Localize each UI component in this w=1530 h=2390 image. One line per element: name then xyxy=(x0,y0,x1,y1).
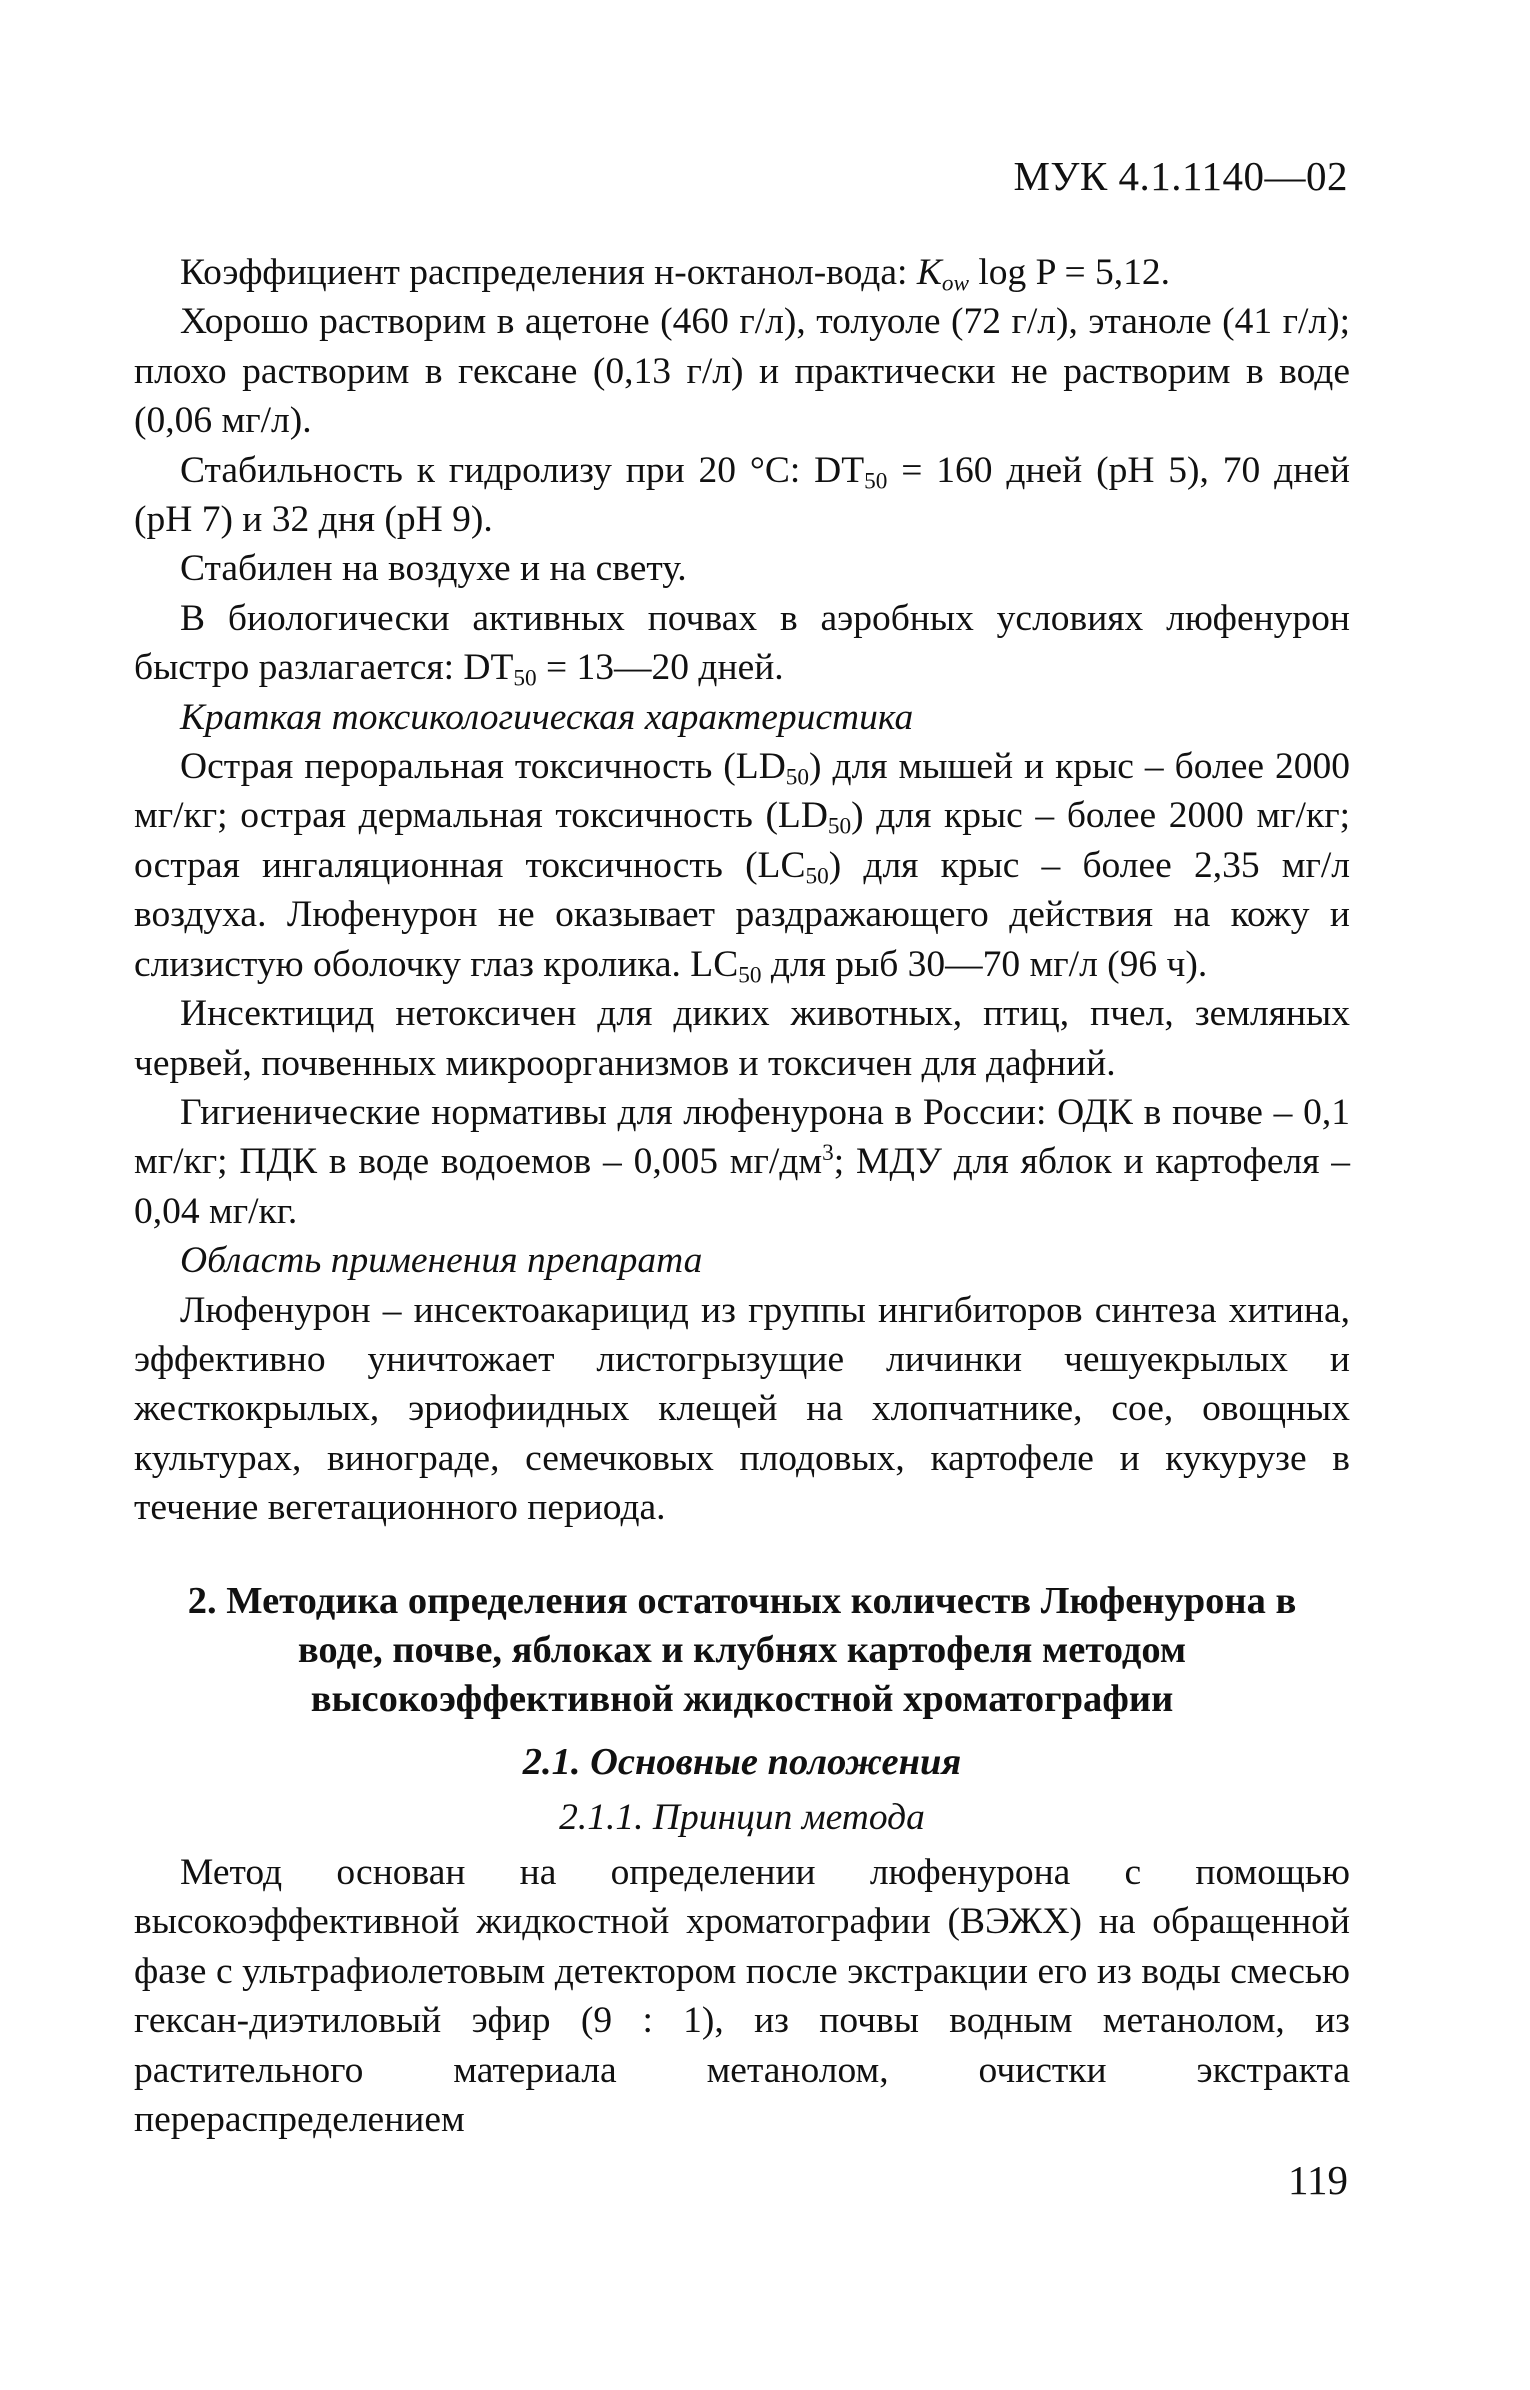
application-area-paragraph: Люфенурон – инсектоакарицид из группы ингибиторов синтеза хитина, эффективно уничтожает листогрызущие личинки чешуекрылых и жесткокрылых, эриофиидных клещей на хлопчатнике, сое, овощных культурах, винограде, семечковых плодовых, картофеле и кукурузе в течение вегетационного периода. xyxy=(134,1289,1350,1529)
application-area-subheading: Область применения препарата xyxy=(180,1240,703,1282)
page-body xyxy=(134,248,1350,2144)
subsubsection-heading: 2.1.1. Принцип метода xyxy=(559,1796,925,1838)
section-heading-line-2: воде, почве, яблоках и клубнях картофеля методом xyxy=(297,1628,1187,1671)
soil-degradation-paragraph: В биологически активных почвах в аэробных условиях люфенурон быстро разлагается: $DT_{50}$ = 13—20 дней. xyxy=(134,597,1350,692)
acute-toxicity-paragraph: Острая пероральная токсичность $(LD_{50})$ для мышей и крыс – более 2000 мг/кг; острая дермальная токсичность $(LD_{50})$ для крыс – более 2000 мг/кг; острая ингаляционная токсичность $(LC_{50})$ для крыс – более 2,35 мг/л воздуха. Люфенурон не оказывает раздражающего действия на кожу и слизистую оболочку глаз кролика. $LC_{50}$ для рыб 30—70 мг/л (96 ч). xyxy=(134,746,1351,989)
document-id-header: МУК 4.1.1140—02 xyxy=(1013,153,1348,199)
toxicology-subheading: Краткая токсикологическая характеристика xyxy=(180,696,914,738)
hydrolysis-stability-paragraph: Стабильность к гидролизу при 20 °С: $DT_{50} = 160$ дней (pH 5), 70 дней (pH 7) и 32 дня (pH 9). xyxy=(134,449,1350,541)
ecotoxicity-paragraph: Инсектицид нетоксичен для диких животных, птиц, пчел, земляных червей, почвенных микроорганизмов и токсичен для дафний. xyxy=(134,993,1350,1084)
partition-coefficient-paragraph: Коэффициент распределения н-октанол-вода: $K_{ow}$ log P = 5,12. xyxy=(180,252,1171,297)
subsection-heading: 2.1. Основные положения xyxy=(522,1740,962,1783)
solubility-paragraph: Хорошо растворим в ацетоне (460 г/л), толуоле (72 г/л), этаноле (41 г/л); плохо растворим в гексане (0,13 г/л) и практически не растворим в воде (0,06 мг/л). xyxy=(134,301,1350,442)
section-heading-line-1: 2. Методика определения остаточных количеств Люфенурона в xyxy=(187,1579,1297,1622)
method-principle-paragraph: Метод основан на определении люфенурона с помощью высокоэффективной жидкостной хроматографии (ВЭЖХ) на обращенной фазе с ультрафиолетовым детектором после экстракции его из воды смесью гексан-диэтиловый эфир (9 : 1), из почвы водным метанолом, из растительного материала метанолом, очистки экстракта перераспределением xyxy=(134,1851,1350,2140)
page-number: 119 xyxy=(1288,2157,1348,2203)
hygiene-standards-paragraph: Гигиенические нормативы для люфенурона в России: ОДК в почве – 0,1 мг/кг; ПДК в воде водоемов – 0,005 $мг/дм^3$; МДУ для яблок и картофеля – 0,04 мг/кг. xyxy=(134,1091,1350,1232)
section-spacer xyxy=(134,1533,1350,1577)
air-light-stability-paragraph: Стабилен на воздухе и на свету. xyxy=(180,548,687,590)
section-heading-line-3: высокоэффективной жидкостной хроматографии xyxy=(310,1677,1174,1720)
subsection-spacer xyxy=(134,1724,1350,1738)
